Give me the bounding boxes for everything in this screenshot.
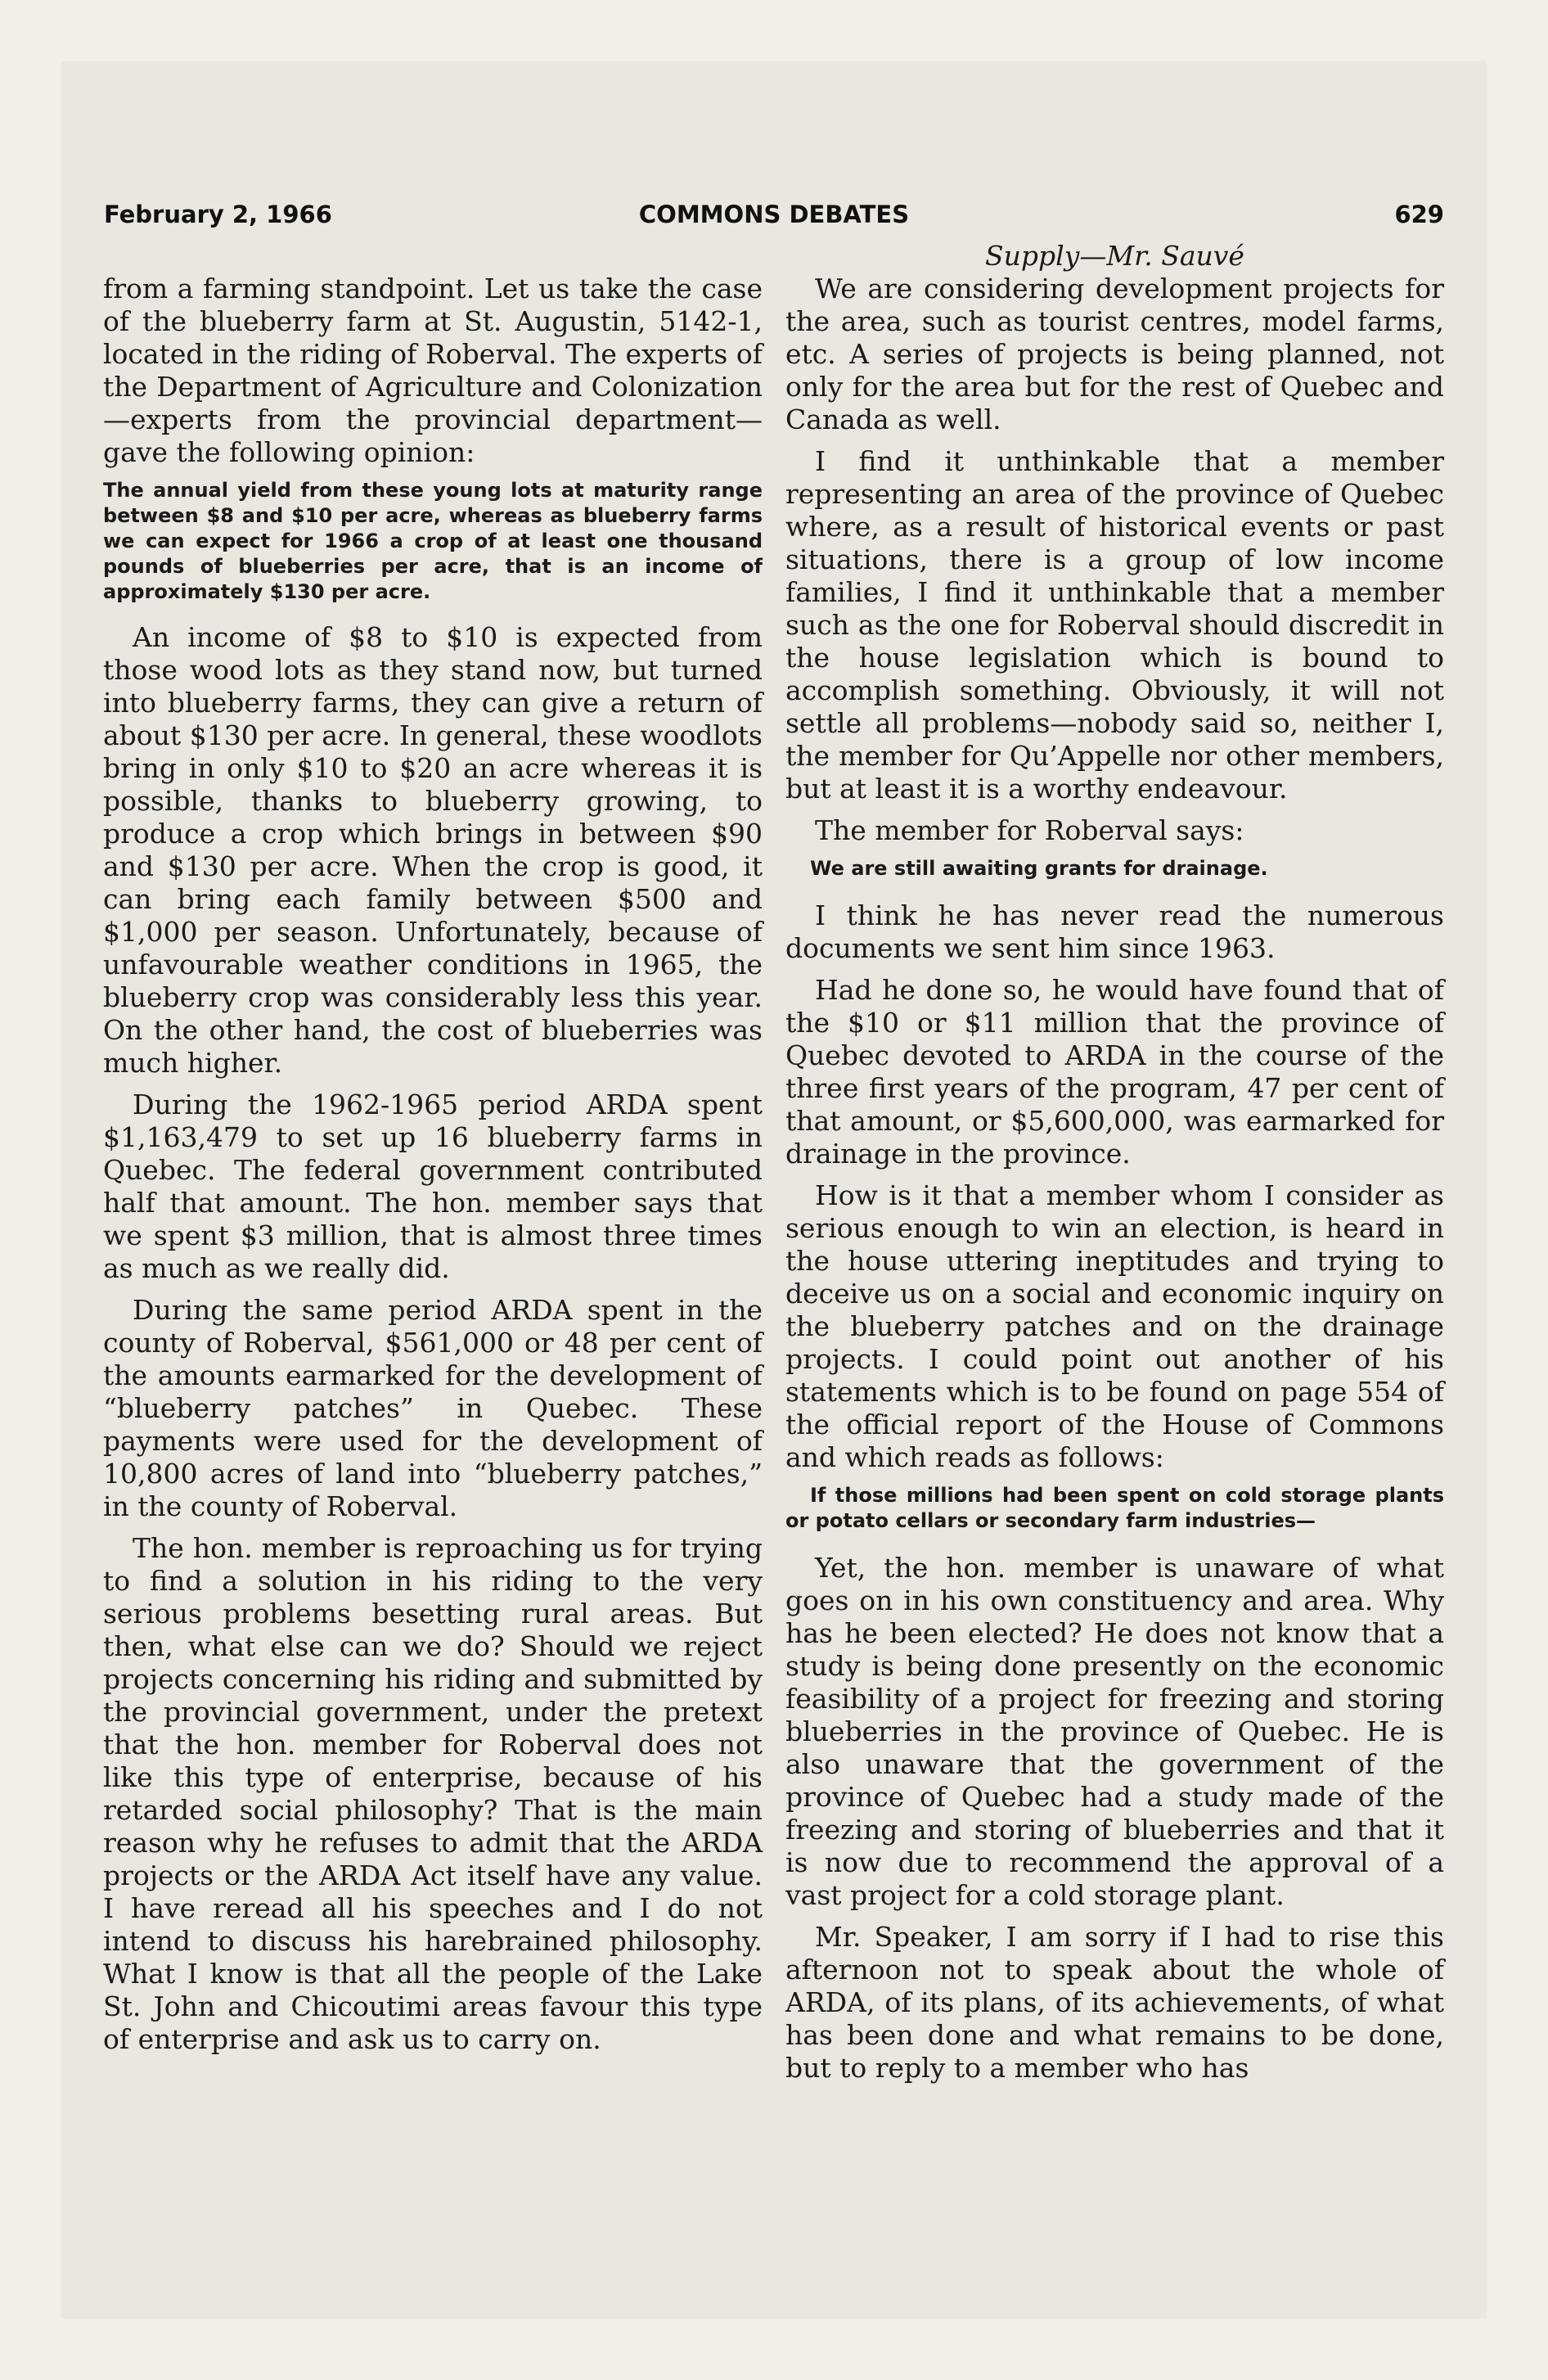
header-date: February 2, 1966 xyxy=(104,201,332,228)
page-header xyxy=(104,201,1444,241)
paragraph: An income of $8 to $10 is expected from those wood lots as they stand now, but turned into blueberry farms, they can give a return of about $130 per acre. In general, these woodlots bring in only $10 to $20 an acre whereas it is possible, thanks to blueberry growing, to produce a crop which brings in between $90 and $130 per acre. When the crop is good, it can bring each family between $500 and $1,000 per season. Unfortunately, because of unfavourable weather conditions in 1965, the blueberry crop was considerably less this year. On the other hand, the cost of blueberries was much higher. xyxy=(103,621,763,1079)
paragraph: The member for Roberval says: xyxy=(815,814,1244,846)
paragraph: The hon. member is reproaching us for trying to find a solution in his riding to the very serious problems besetting rural areas. But then, what else can we do? Should we reject projects concerning his riding and submitted by the provincial government, under the pretext that the hon. member for Roberval does not like this type of enterprise, because of his retarded social philosophy? That is the main reason why he refuses to admit that the ARDA projects or the ARDA Act itself have any value. I have reread all his speeches and I do not intend to discuss his harebrained philosophy. What I know is that all the people of the Lake St. John and Chicoutimi areas favour this type of enterprise and ask us to carry on. xyxy=(103,1532,763,2055)
paragraph: I find it unthinkable that a member representing an area of the province of Quebec where, as a result of historical events or past situations, there is a group of low income families, I find it unthinkable that a member such as the one for Roberval should discredit in the house legislation which is bound to accomplish something. Obviously, it will not settle all problems—nobody said so, neither I, the member for Qu’Appelle nor other members, but at least it is a worthy endeavour. xyxy=(785,445,1444,805)
paragraph: from a farming standpoint. Let us take the case of the blueberry farm at St. Augustin, 5142-1, located in the riding of Roberval. The experts of the Department of Agriculture and Colonization—experts from the provincial department—gave the following opinion: xyxy=(103,273,763,468)
page-number: 629 xyxy=(1394,201,1444,228)
paragraph: I think he has never read the numerous documents we sent him since 1963. xyxy=(785,899,1444,964)
running-head: Supply—Mr. Sauvé xyxy=(985,240,1244,272)
paragraph: How is it that a member whom I consider as serious enough to win an election, is heard in the house uttering ineptitudes and trying to deceive us on a social and economic inquiry on the blueberry patches and on the drainage projects. I could point out another of his statements which is to be found on page 554 of the official report of the House of Commons and which reads as follows: xyxy=(785,1179,1444,1473)
page xyxy=(61,61,1487,2319)
left-column xyxy=(103,273,763,2065)
paragraph: Had he done so, he would have found that of the $10 or $11 million that the province of Quebec devoted to ARDA in the course of the three first years of the program, 47 per cent of that amount, or $5,600,000, was earmarked for drainage in the province. xyxy=(785,974,1444,1170)
paragraph: Mr. Speaker, I am sorry if I had to rise this afternoon not to speak about the whole of ARDA, of its plans, of its achievements, of what has been done and what remains to be done, but to reply to a member who has xyxy=(785,1921,1444,2084)
quotation: If those millions had been spent on cold storage plants or potato cellars or secondary farm industries— xyxy=(785,1484,1444,1532)
paragraph: During the 1962-1965 period ARDA spent $1,163,479 to set up 16 blueberry farms in Quebec. The federal government contributed half that amount. The hon. member says that we spent $3 million, that is almost three times as much as we really did. xyxy=(103,1089,763,1284)
quotation: We are still awaiting grants for drainage. xyxy=(810,857,1268,880)
quotation: The annual yield from these young lots at maturity range between $8 and $10 per acre, whereas as blueberry farms we can expect for 1966 a crop of at least one thousand pounds of blueberries per acre, that is an income of approximately $130 per acre. xyxy=(103,479,763,603)
paragraph: Yet, the hon. member is unaware of what goes on in his own constituency and area. Why has he been elected? He does not know that a study is being done presently on the economic feasibility of a project for freezing and storing blueberries in the province of Quebec. He is also unaware that the government of the province of Quebec had a study made of the freezing and storing of blueberries and that it is now due to recommend the approval of a vast project for a cold storage plant. xyxy=(785,1552,1444,1911)
right-column xyxy=(785,240,1444,2094)
header-title: COMMONS DEBATES xyxy=(638,201,910,228)
paragraph: We are considering development projects for the area, such as tourist centres, model farms, etc. A series of projects is being planned, not only for the area but for the rest of Quebec and Canada as well. xyxy=(785,273,1444,435)
paragraph: During the same period ARDA spent in the county of Roberval, $561,000 or 48 per cent of the amounts earmarked for the development of “blueberry patches” in Quebec. These payments were used for the development of 10,800 acres of land into “blueberry patches,” in the county of Roberval. xyxy=(103,1294,763,1522)
